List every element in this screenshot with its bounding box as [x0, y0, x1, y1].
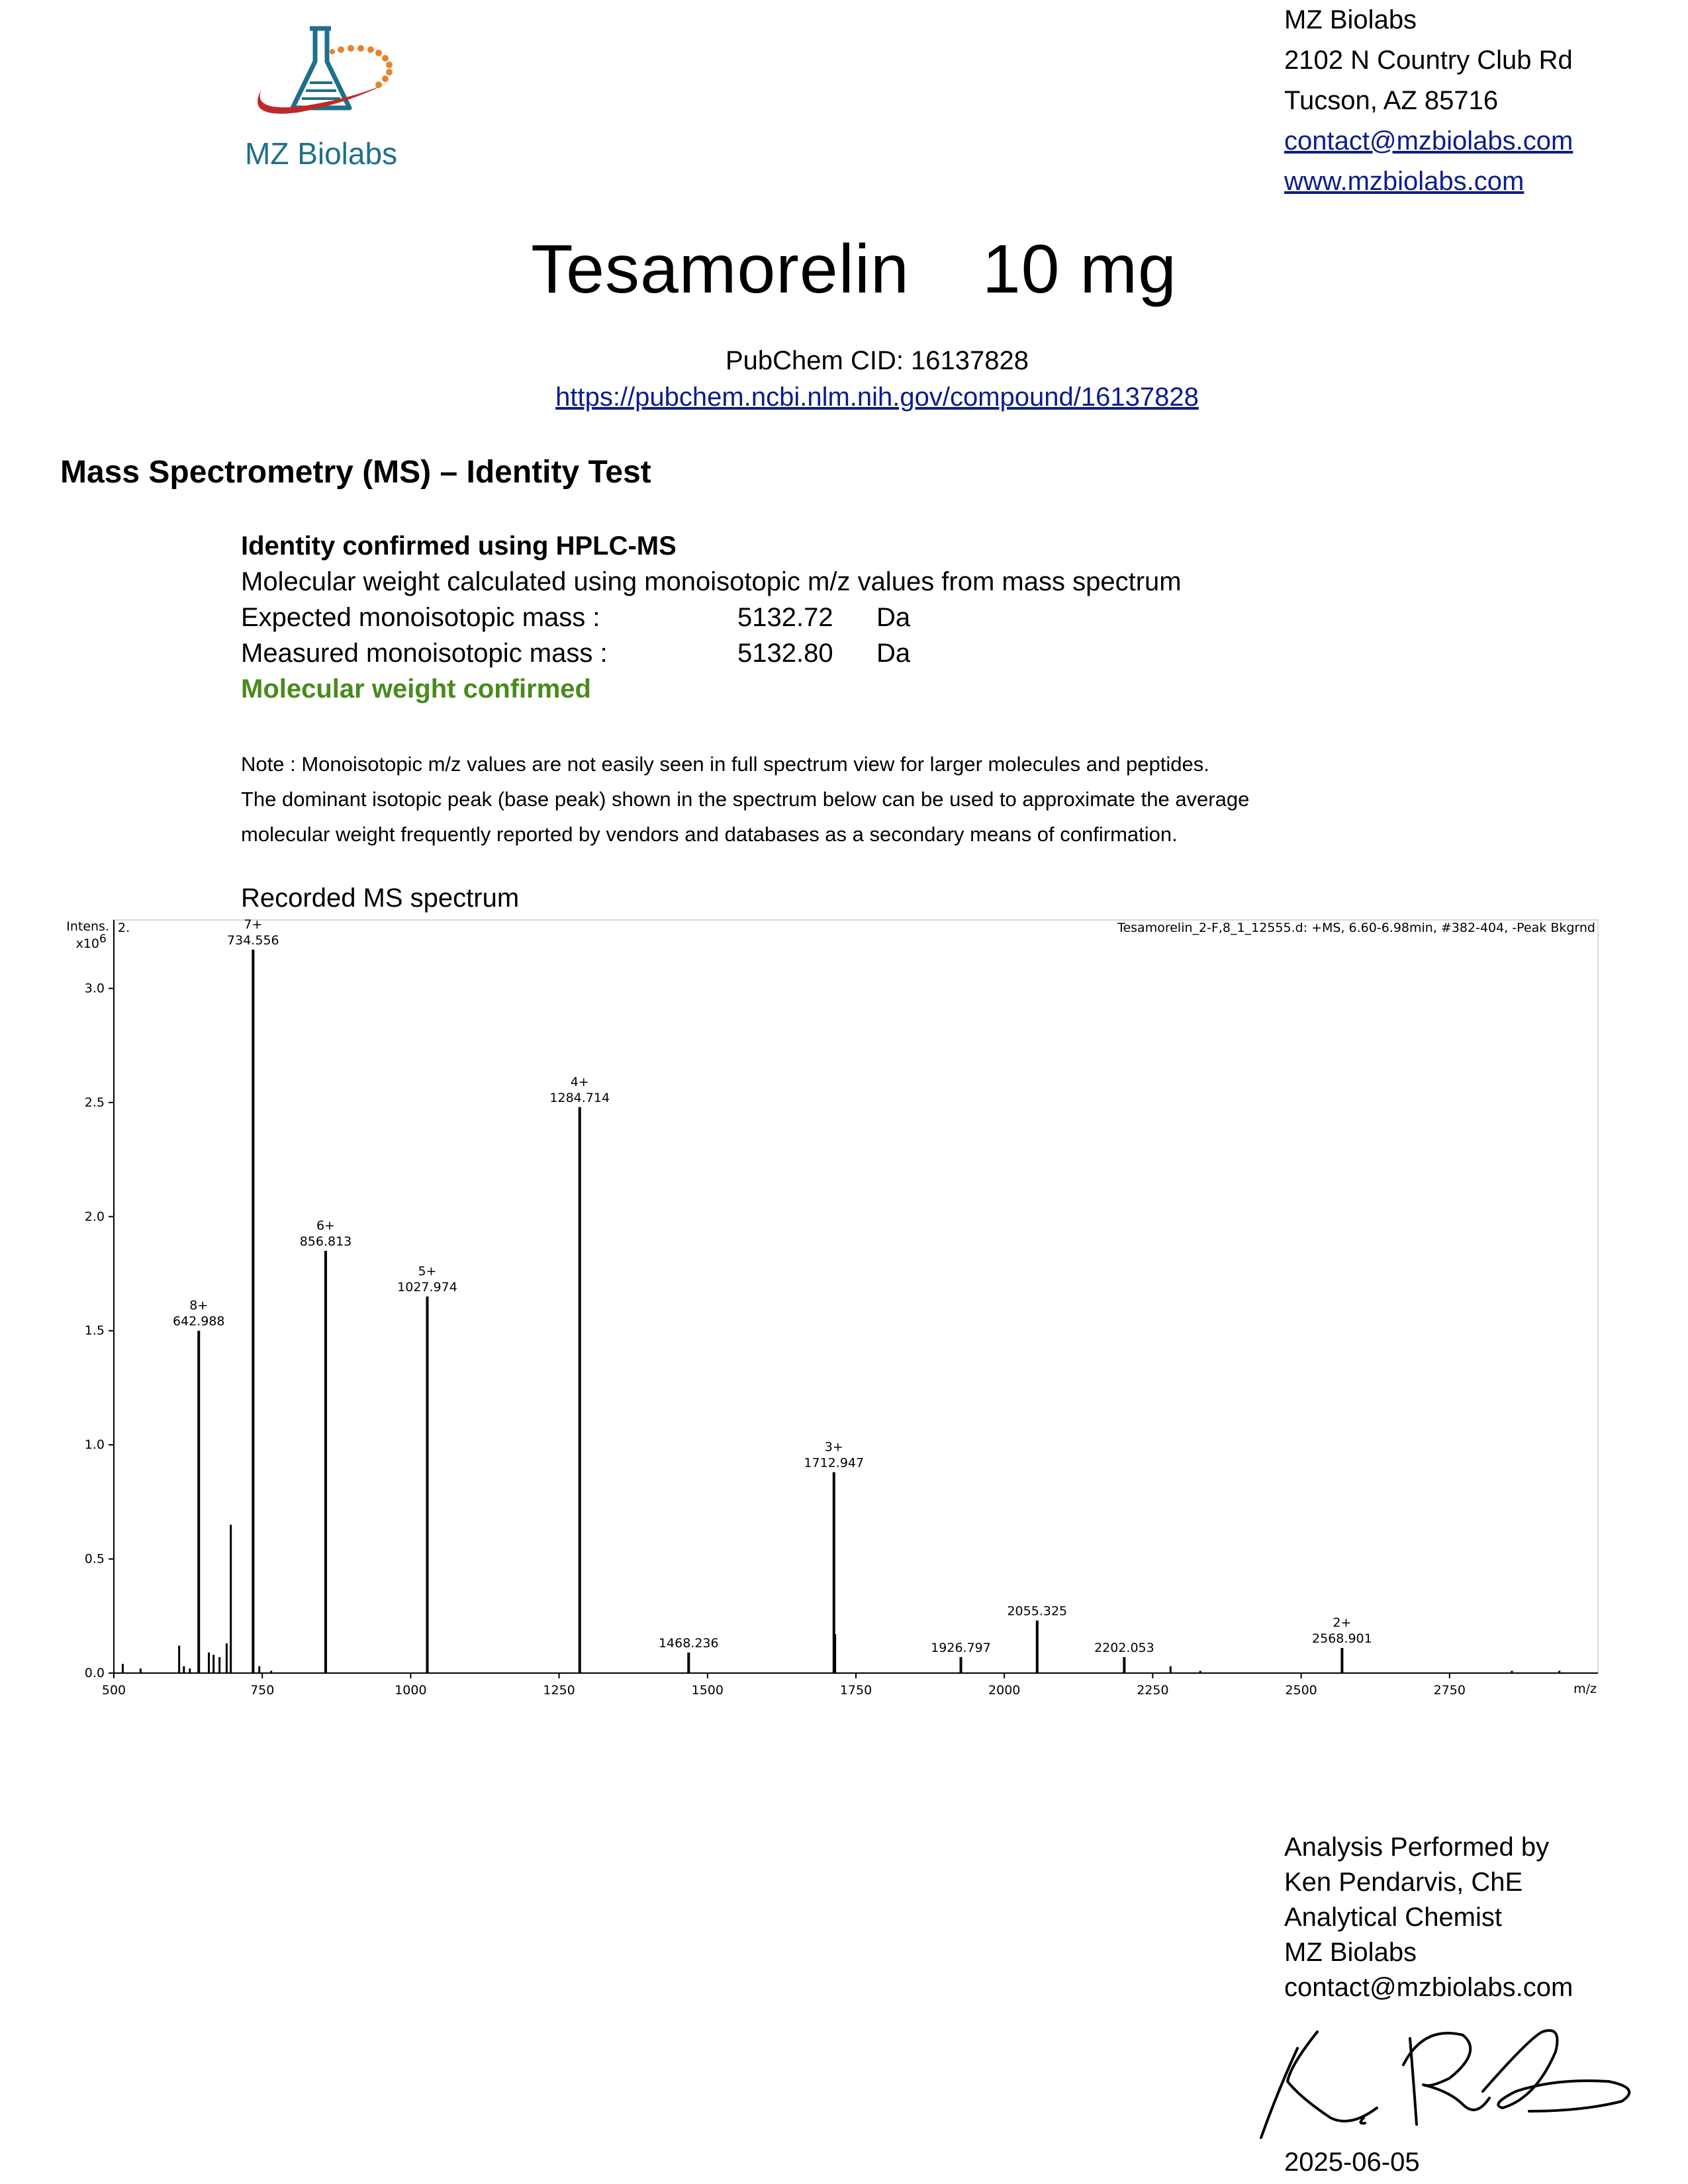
x-tick-label-1750: 1750	[839, 1683, 872, 1698]
expected-mass-row	[241, 600, 1182, 635]
measured-mass-value: 5132.80	[737, 639, 833, 668]
trace-id: 2.	[118, 921, 130, 935]
x-tick-label-2250: 2250	[1137, 1683, 1169, 1698]
analyst-name: Ken Pendarvis, ChE	[1284, 1868, 1523, 1897]
pubchem-link[interactable]: https://pubchem.ncbi.nlm.nih.gov/compound/16137828	[555, 383, 1199, 412]
expected-mass-label: Expected monoisotopic mass :	[241, 603, 600, 632]
signature-date: 2025-06-05	[1284, 2148, 1420, 2177]
company-address	[1284, 0, 1573, 202]
y-tick-label-0: 0.0	[84, 1666, 105, 1680]
peak-charge-label-1027.974: 5+	[418, 1264, 437, 1279]
peak-mz-label-1027.974: 1027.974	[397, 1280, 457, 1295]
y-tick-label-2: 1.0	[84, 1437, 105, 1453]
section-title: Mass Spectrometry (MS) – Identity Test	[60, 455, 651, 490]
analyst-line1: Analysis Performed by	[1284, 1833, 1550, 1862]
peak-mz-label-1712.947: 1712.947	[804, 1455, 865, 1471]
product-name: Tesamorelin	[531, 231, 910, 308]
company-logo	[232, 23, 444, 182]
ms-spectrum-chart	[0, 913, 1688, 1707]
peak-mz-label-2568.901: 2568.901	[1312, 1631, 1372, 1647]
identity-block	[241, 528, 1182, 707]
peak-charge-label-1284.714: 4+	[570, 1074, 589, 1089]
measured-mass-row	[241, 635, 1182, 671]
identity-method: Molecular weight calculated using monoisotopic m/z values from mass spectrum	[241, 567, 1182, 596]
analyst-company: MZ Biolabs	[1284, 1938, 1417, 1967]
expected-mass-unit: Da	[876, 603, 911, 632]
y-axis-label: Intens.	[66, 919, 109, 934]
y-tick-label-3: 1.5	[84, 1323, 105, 1338]
analyst-email: contact@mzbiolabs.com	[1284, 1973, 1573, 2002]
x-tick-label-1000: 1000	[395, 1683, 427, 1698]
peak-mz-label-1468.236: 1468.236	[658, 1635, 719, 1651]
x-tick-label-2750: 2750	[1433, 1683, 1466, 1698]
note-line1: Note : Monoisotopic m/z values are not easily seen in full spectrum view for larger molecules and peptides.	[241, 752, 1209, 776]
x-tick-label-750: 750	[250, 1683, 275, 1698]
analyst-block	[1284, 1830, 1573, 2005]
chart-title: Tesamorelin_2-F,8_1_12555.d: +MS, 6.60-6.98min, #382-404, -Peak Bkgrnd	[1117, 921, 1595, 935]
product-amount: 10 mg	[982, 231, 1177, 308]
company-email-link[interactable]: contact@mzbiolabs.com	[1284, 126, 1573, 156]
company-name: MZ Biolabs	[1284, 5, 1417, 34]
peak-charge-label-856.813: 6+	[316, 1218, 335, 1234]
measured-mass-unit: Da	[876, 639, 911, 668]
measured-mass-label: Measured monoisotopic mass :	[241, 639, 608, 668]
y-tick-label-4: 2.0	[84, 1209, 105, 1224]
ms-spectrum-svg	[0, 913, 1688, 1707]
peak-mz-label-642.988: 642.988	[172, 1314, 225, 1329]
peak-charge-label-642.988: 8+	[189, 1298, 209, 1313]
x-tick-label-1250: 1250	[543, 1683, 575, 1698]
peak-charge-label-734.556: 7+	[244, 917, 263, 932]
note-line3: molecular weight frequently reported by vendors and databases as a secondary means of confirmation.	[241, 823, 1178, 846]
company-website-link[interactable]: www.mzbiolabs.com	[1284, 167, 1524, 196]
peak-charge-label-1712.947: 3+	[824, 1439, 843, 1455]
x-tick-label-500: 500	[101, 1683, 126, 1698]
y-tick-label-1: 0.5	[84, 1551, 105, 1567]
y-tick-label-5: 2.5	[84, 1095, 105, 1110]
peak-mz-label-1926.797: 1926.797	[931, 1640, 991, 1655]
pubchem-cid: PubChem CID: 16137828	[725, 346, 1029, 375]
identity-heading: Identity confirmed using HPLC-MS	[241, 531, 677, 561]
y-axis-scale-label: x10	[75, 936, 99, 951]
y-axis-scale-exponent: 6	[99, 933, 107, 946]
peak-mz-label-2202.053: 2202.053	[1094, 1640, 1154, 1655]
handwritten-signature-icon	[1251, 2012, 1648, 2144]
address-line1: 2102 N Country Club Rd	[1284, 46, 1573, 75]
peak-mz-label-2055.325: 2055.325	[1007, 1604, 1068, 1619]
plot-frame	[114, 920, 1598, 1673]
peak-mz-label-856.813: 856.813	[299, 1234, 352, 1250]
x-tick-label-1500: 1500	[691, 1683, 724, 1698]
signature	[1251, 2012, 1648, 2144]
note-line2: The dominant isotopic peak (base peak) shown in the spectrum below can be used to approximate the average	[241, 788, 1250, 811]
logo-text: MZ Biolabs	[245, 136, 398, 171]
peak-charge-label-2568.901: 2+	[1333, 1615, 1352, 1631]
flask-logo-icon	[232, 23, 444, 136]
peak-mz-label-1284.714: 1284.714	[549, 1090, 610, 1105]
address-line2: Tucson, AZ 85716	[1284, 86, 1499, 115]
identity-result: Molecular weight confirmed	[241, 674, 591, 704]
y-tick-label-6: 3.0	[84, 981, 105, 996]
spectrum-label: Recorded MS spectrum	[241, 884, 520, 913]
note-block	[241, 747, 1249, 852]
expected-mass-value: 5132.72	[737, 603, 833, 632]
product-title	[0, 230, 1688, 309]
x-tick-label-2500: 2500	[1285, 1683, 1317, 1698]
peak-mz-label-734.556: 734.556	[227, 933, 279, 948]
x-axis-label: m/z	[1573, 1682, 1597, 1696]
analyst-title: Analytical Chemist	[1284, 1903, 1503, 1932]
x-tick-label-2000: 2000	[988, 1683, 1021, 1698]
